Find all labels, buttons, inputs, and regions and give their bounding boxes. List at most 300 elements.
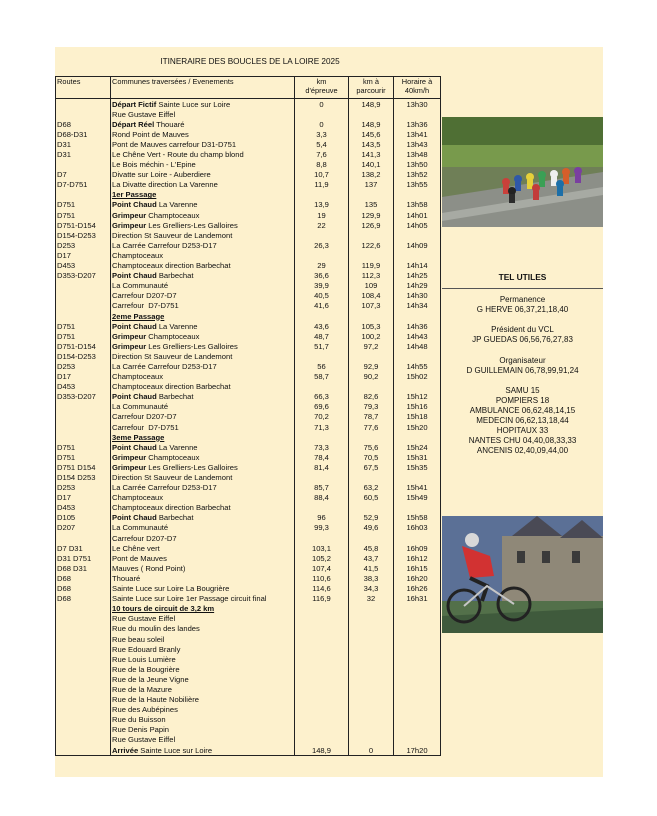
tel-line: D GUILLEMAIN 06,78,99,91,24 [466,365,579,375]
tel-line: G HERVE 06,37,21,18,40 [476,305,569,315]
commune-text: Rue Edouard Branly [112,644,181,654]
km-epreuve-cell: 66,3 [295,392,349,402]
tel-line: NANTES CHU 04,40,08,33,33 [468,436,577,446]
km-epreuve-cell: 51,7 [295,341,349,351]
km-epreuve-cell: 26,3 [295,240,349,250]
route-cell: D17 [56,250,111,260]
route-cell [56,311,111,321]
horaire-cell: 16h12 [394,553,441,563]
tel-line [442,345,603,355]
km-epreuve-cell: 58,7 [295,372,349,382]
horaire-cell: 15h35 [394,462,441,472]
commune-text: Direction St Sauveur de Landemont [112,230,233,240]
commune-text: Carrefour D207-D7 [112,412,177,422]
table-row [56,109,441,119]
route-cell: D154-D253 [56,230,111,240]
table-row [56,644,441,654]
km-parcourir-cell: 145,6 [349,129,394,139]
route-cell [56,705,111,715]
table-row [56,503,441,513]
horaire-cell: 13h36 [394,119,441,129]
route-cell [56,432,111,442]
table-row [56,382,441,392]
header-communes: Communes traversées / Evenements [111,77,295,99]
km-epreuve-cell [295,684,349,694]
km-parcourir-cell [349,533,394,543]
header-horaire: Horaire à 40km/h [394,77,441,99]
km-parcourir-cell: 122,6 [349,240,394,250]
horaire-cell [394,644,441,654]
table-row [56,392,441,402]
km-parcourir-cell [349,715,394,725]
header-km-parcourir: km à parcourir [349,77,394,99]
km-epreuve-cell: 40,5 [295,291,349,301]
route-cell [56,735,111,745]
commune-text: Pont de Mauves [112,553,167,563]
event-label: Point Chaud [112,200,157,210]
commune-cell [111,553,295,563]
commune-text: Champtoceaux [146,210,200,220]
commune-cell [111,584,295,594]
km-epreuve-cell [295,109,349,119]
route-cell [56,301,111,311]
route-cell: D751 [56,452,111,462]
commune-text: Divatte sur Loire - Auberdiere [112,170,211,180]
commune-text: Direction St Sauveur de Landemont [112,351,233,361]
event-label: Arrivée [112,745,139,755]
km-parcourir-cell: 107,3 [349,301,394,311]
table-row [56,442,441,452]
km-epreuve-cell: 19 [295,210,349,220]
tel-line: Organisateur [499,355,546,365]
km-epreuve-cell: 7,6 [295,149,349,159]
km-parcourir-cell [349,351,394,361]
commune-text: Thouaré [154,119,185,129]
horaire-cell: 16h03 [394,523,441,533]
commune-cell [111,715,295,725]
horaire-cell: 13h43 [394,139,441,149]
commune-text: Sainte Luce sur Loire 1er Passage circuit final [112,594,267,604]
table-row [56,654,441,664]
commune-text: Pont de Mauves carrefour D31-D751 [112,139,237,149]
km-parcourir-cell [349,634,394,644]
horaire-cell: 13h52 [394,170,441,180]
commune-cell [111,745,295,756]
km-parcourir-cell [349,725,394,735]
horaire-cell: 13h58 [394,200,441,210]
km-epreuve-cell [295,503,349,513]
commune-cell [111,129,295,139]
commune-cell [111,382,295,392]
horaire-cell [394,715,441,725]
table-row [56,170,441,180]
table-row [56,674,441,684]
table-row [56,533,441,543]
horaire-cell [394,382,441,392]
commune-text: Barbechat [156,271,194,281]
km-parcourir-cell: 0 [349,745,394,756]
horaire-cell [394,311,441,321]
horaire-cell: 14h30 [394,291,441,301]
km-epreuve-cell: 148,9 [295,745,349,756]
km-parcourir-cell: 67,5 [349,462,394,472]
commune-cell [111,250,295,260]
route-cell [56,412,111,422]
route-cell [56,725,111,735]
route-cell [56,644,111,654]
route-cell: D751 [56,210,111,220]
km-epreuve-cell: 22 [295,220,349,230]
commune-text: Sainte Luce sur Loire [138,745,213,755]
table-row [56,695,441,705]
horaire-cell: 15h02 [394,372,441,382]
table-row [56,160,441,170]
commune-cell [111,503,295,513]
commune-cell [111,442,295,452]
table-row [56,149,441,159]
commune-text: Rue de la Jeune Vigne [112,674,189,684]
horaire-cell [394,725,441,735]
km-epreuve-cell: 105,2 [295,553,349,563]
horaire-cell [394,472,441,482]
horaire-cell [394,705,441,715]
event-label: 3eme Passage [112,432,165,442]
km-parcourir-cell [349,654,394,664]
commune-text: Sainte Luce sur Loire La Bougrière [112,584,230,594]
commune-cell [111,160,295,170]
route-cell [56,715,111,725]
table-row [56,543,441,553]
km-epreuve-cell: 70,2 [295,412,349,422]
commune-text: Rue du moulin des landes [112,624,200,634]
route-cell: D751 D154 [56,462,111,472]
commune-cell [111,735,295,745]
horaire-cell [394,674,441,684]
horaire-cell: 13h41 [394,129,441,139]
table-row [56,664,441,674]
route-cell: D751 [56,442,111,452]
route-cell [56,190,111,200]
commune-text: Champtoceaux direction Barbechat [112,503,231,513]
table-row [56,462,441,472]
table-row [56,331,441,341]
commune-text: Le Bois méchin - L'Epine [112,160,196,170]
event-label: 1er Passage [112,190,157,200]
commune-text: Carrefour D7-D751 [112,301,179,311]
commune-cell [111,301,295,311]
km-parcourir-cell [349,735,394,745]
km-parcourir-cell [349,614,394,624]
header-km-epreuve: km d'épreuve [295,77,349,99]
km-epreuve-cell: 73,3 [295,442,349,452]
table-row [56,725,441,735]
route-cell: D453 [56,382,111,392]
horaire-cell: 14h25 [394,271,441,281]
event-label: Grimpeur [112,341,147,351]
table-row [56,291,441,301]
commune-text: Barbechat [156,392,194,402]
table-row [56,311,441,321]
commune-text: La Carrée Carrefour D253-D17 [112,361,217,371]
commune-text: Carrefour D7-D751 [112,422,179,432]
route-cell [56,614,111,624]
km-parcourir-cell [349,230,394,240]
km-parcourir-cell: 135 [349,200,394,210]
km-parcourir-cell: 41,5 [349,563,394,573]
route-cell [56,99,111,110]
commune-text: Rue beau soleil [112,634,165,644]
horaire-cell: 13h48 [394,149,441,159]
horaire-cell [394,432,441,442]
commune-text: Champtoceaux [112,493,164,503]
commune-cell [111,483,295,493]
commune-cell [111,644,295,654]
event-label: Départ Réel [112,119,155,129]
route-cell: D105 [56,513,111,523]
km-parcourir-cell [349,674,394,684]
horaire-cell [394,735,441,745]
km-epreuve-cell [295,604,349,614]
table-row [56,281,441,291]
km-parcourir-cell [349,664,394,674]
horaire-cell [394,614,441,624]
commune-text: La Communauté [112,281,169,291]
route-cell: D253 [56,240,111,250]
route-cell [56,604,111,614]
km-epreuve-cell [295,382,349,392]
route-cell: D68-D31 [56,129,111,139]
km-epreuve-cell [295,654,349,664]
commune-text: Les Grelliers-Les Galloires [146,462,238,472]
km-parcourir-cell: 108,4 [349,291,394,301]
commune-cell [111,341,295,351]
event-label: Départ Fictif [112,99,157,109]
horaire-cell: 14h09 [394,240,441,250]
km-epreuve-cell: 13,9 [295,200,349,210]
commune-cell [111,210,295,220]
table-row [56,735,441,745]
horaire-cell: 14h36 [394,321,441,331]
tel-line: MEDECIN 06,62,13,18,44 [476,416,569,426]
horaire-cell: 15h12 [394,392,441,402]
table-row [56,563,441,573]
commune-cell [111,634,295,644]
km-epreuve-cell: 3,3 [295,129,349,139]
km-epreuve-cell: 103,1 [295,543,349,553]
km-parcourir-cell [349,382,394,392]
km-parcourir-cell: 97,2 [349,341,394,351]
commune-cell [111,261,295,271]
table-row [56,594,441,604]
route-cell [56,109,111,119]
km-parcourir-cell: 77,6 [349,422,394,432]
table-row [56,261,441,271]
table-row [56,190,441,200]
commune-cell [111,149,295,159]
commune-text: Rue de la Mazure [112,684,172,694]
horaire-cell [394,533,441,543]
horaire-cell: 16h20 [394,573,441,583]
commune-cell [111,614,295,624]
km-epreuve-cell [295,674,349,684]
km-epreuve-cell [295,664,349,674]
commune-cell [111,422,295,432]
km-parcourir-cell: 78,7 [349,412,394,422]
km-parcourir-cell [349,432,394,442]
commune-cell [111,109,295,119]
horaire-cell: 16h09 [394,543,441,553]
horaire-cell: 14h34 [394,301,441,311]
table-row [56,180,441,190]
route-cell [56,291,111,301]
commune-text: La Varenne [156,442,198,452]
km-epreuve-cell: 99,3 [295,523,349,533]
km-epreuve-cell [295,735,349,745]
commune-text: Rue Denis Papin [112,725,169,735]
tel-line: POMPIERS 18 [495,395,550,405]
commune-cell [111,432,295,442]
km-parcourir-cell: 43,7 [349,553,394,563]
tel-utiles-panel [442,272,603,457]
tel-lines [442,295,603,457]
commune-cell [111,412,295,422]
commune-cell [111,351,295,361]
route-cell: D17 [56,372,111,382]
table-row [56,210,441,220]
commune-text: La Communauté [112,402,169,412]
route-cell [56,422,111,432]
table-row [56,99,441,110]
commune-text: Rond Point de Mauves [112,129,189,139]
km-epreuve-cell: 36,6 [295,271,349,281]
table-row [56,614,441,624]
commune-cell [111,291,295,301]
horaire-cell: 17h20 [394,745,441,756]
table-row [56,230,441,240]
km-parcourir-cell: 143,5 [349,139,394,149]
km-epreuve-cell [295,533,349,543]
table-row [56,341,441,351]
km-parcourir-cell [349,503,394,513]
horaire-cell: 13h50 [394,160,441,170]
route-cell: D353-D207 [56,392,111,402]
commune-cell [111,170,295,180]
route-cell [56,634,111,644]
horaire-cell [394,664,441,674]
tel-line [442,315,603,325]
km-epreuve-cell: 85,7 [295,483,349,493]
km-parcourir-cell: 75,6 [349,442,394,452]
horaire-cell: 15h16 [394,402,441,412]
table-row [56,321,441,331]
table-row [56,422,441,432]
table-row [56,573,441,583]
event-label: Grimpeur [112,452,147,462]
km-parcourir-cell [349,250,394,260]
table-row [56,361,441,371]
commune-cell [111,573,295,583]
commune-text: La Communauté [112,523,169,533]
km-parcourir-cell: 90,2 [349,372,394,382]
km-parcourir-cell: 140,1 [349,160,394,170]
horaire-cell: 14h43 [394,331,441,341]
km-epreuve-cell: 41,6 [295,301,349,311]
km-parcourir-cell [349,190,394,200]
horaire-cell [394,684,441,694]
route-cell: D31 [56,139,111,149]
commune-cell [111,271,295,281]
table-row [56,493,441,503]
km-parcourir-cell: 126,9 [349,220,394,230]
km-epreuve-cell: 8,8 [295,160,349,170]
route-cell [56,160,111,170]
route-cell: D751 [56,331,111,341]
km-parcourir-cell: 100,2 [349,331,394,341]
horaire-cell: 16h15 [394,563,441,573]
tel-line: JP GUEDAS 06,56,76,27,83 [472,335,573,345]
table-row [56,523,441,533]
commune-cell [111,392,295,402]
commune-cell [111,725,295,735]
km-epreuve-cell: 107,4 [295,563,349,573]
event-label: Point Chaud [112,392,157,402]
table-row [56,604,441,614]
tel-utiles-title: TEL UTILES [498,272,547,282]
event-label: Point Chaud [112,513,157,523]
commune-cell [111,372,295,382]
horaire-cell [394,654,441,664]
km-parcourir-cell: 105,3 [349,321,394,331]
horaire-cell: 16h26 [394,584,441,594]
km-parcourir-cell: 49,6 [349,523,394,533]
table-row [56,432,441,442]
km-parcourir-cell: 79,3 [349,402,394,412]
route-cell: D31 [56,149,111,159]
tel-line [442,376,603,386]
horaire-cell: 15h31 [394,452,441,462]
km-epreuve-cell [295,614,349,624]
commune-cell [111,493,295,503]
cyclist-castle-photo [442,516,603,633]
commune-cell [111,190,295,200]
horaire-cell [394,250,441,260]
commune-text: Rue Gustave Eiffel [112,614,176,624]
km-epreuve-cell: 10,7 [295,170,349,180]
km-parcourir-cell: 148,9 [349,99,394,110]
table-row [56,553,441,563]
km-epreuve-cell: 29 [295,261,349,271]
commune-cell [111,513,295,523]
km-parcourir-cell: 138,2 [349,170,394,180]
km-epreuve-cell: 0 [295,99,349,110]
event-label: 2eme Passage [112,311,165,321]
commune-cell [111,462,295,472]
km-epreuve-cell: 5,4 [295,139,349,149]
route-cell [56,281,111,291]
route-cell: D253 [56,361,111,371]
commune-text: Champtoceaux direction Barbechat [112,261,231,271]
route-cell: D207 [56,523,111,533]
route-cell [56,674,111,684]
horaire-cell [394,634,441,644]
table-row [56,715,441,725]
table-row [56,584,441,594]
table-row [56,483,441,493]
tel-divider [442,288,603,289]
horaire-cell: 14h14 [394,261,441,271]
route-cell: D453 [56,261,111,271]
horaire-cell: 16h31 [394,594,441,604]
